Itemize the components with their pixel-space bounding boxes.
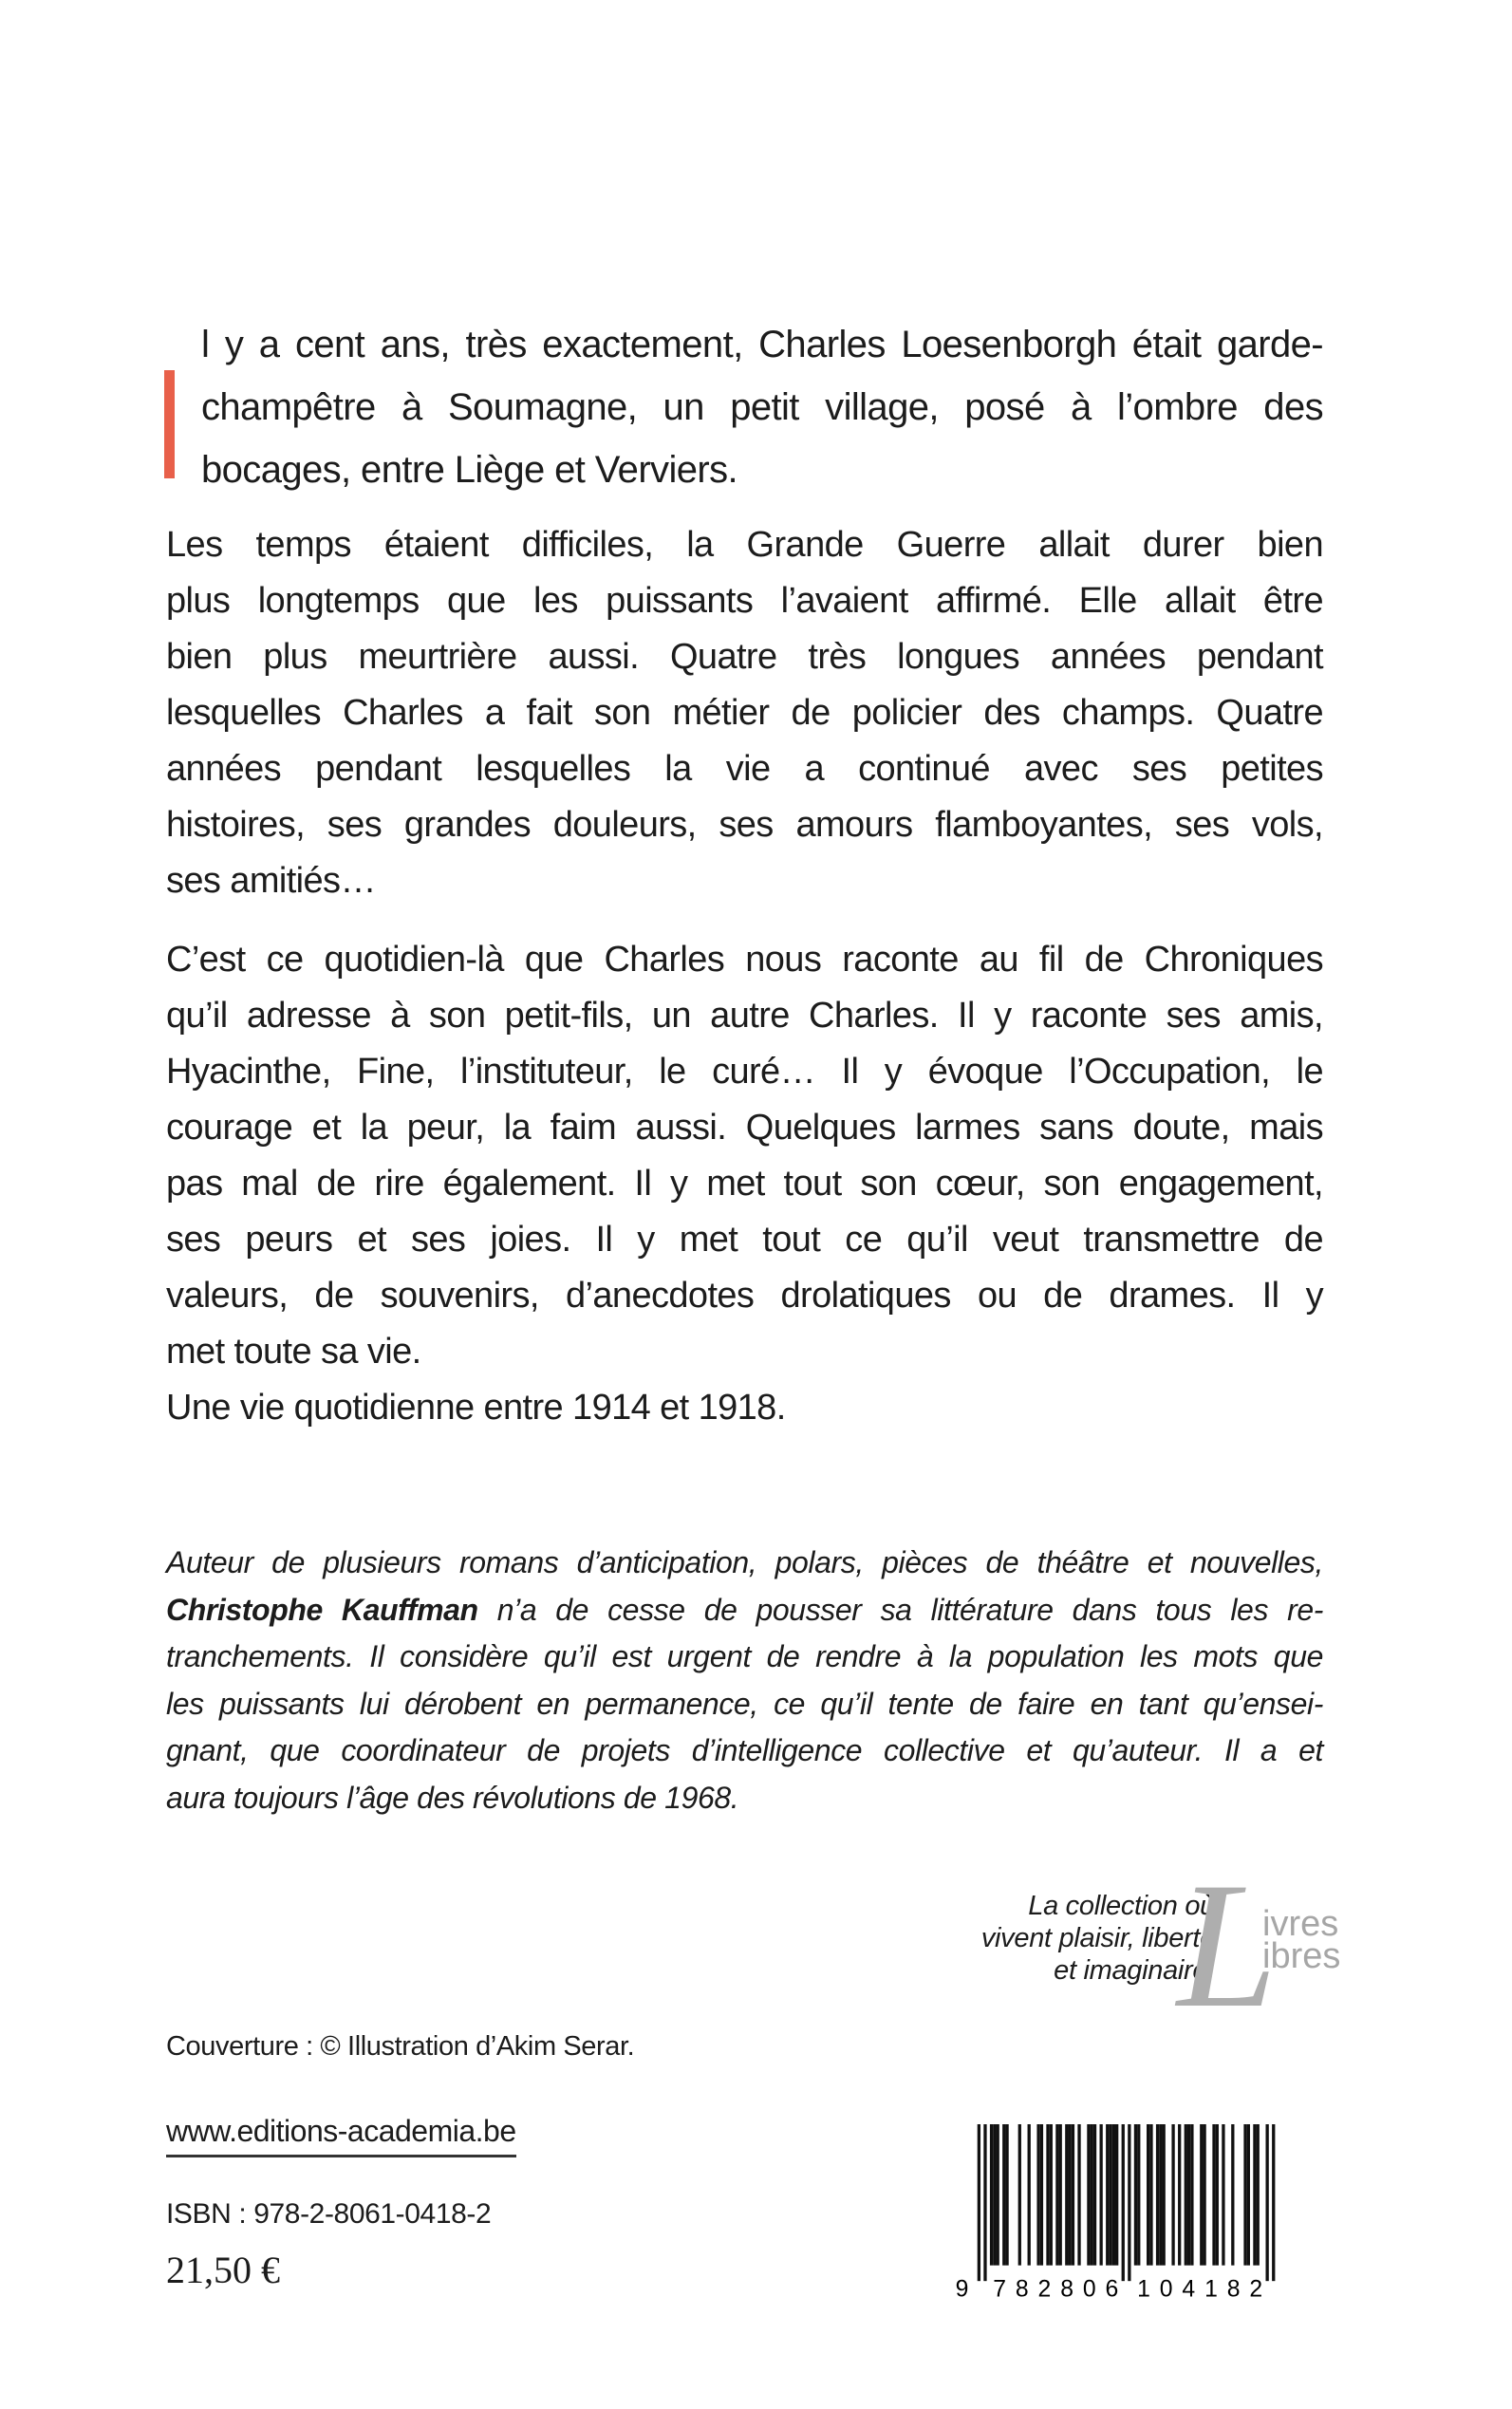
collection-logo	[940, 1846, 1341, 2045]
barcode-bar	[1171, 2124, 1174, 2266]
text-line: tranchements. Il considère qu’il est urgent de rendre à la population les mots que	[166, 1639, 1323, 1673]
text-line: qu’il adresse à son petit-fils, un autre Charles. Il y raconte ses amis,	[166, 996, 1323, 1036]
accent-bar	[164, 370, 175, 478]
text-line: Une vie quotidienne entre 1914 et 1918.	[166, 1388, 786, 1428]
barcode-bar	[983, 2124, 986, 2281]
barcode-left-digits: 782806	[993, 2276, 1119, 2300]
barcode-bar	[1134, 2124, 1137, 2266]
barcode-bar	[1087, 2124, 1090, 2266]
barcode-bar	[1187, 2124, 1190, 2266]
barcode-bar	[1243, 2124, 1246, 2266]
barcode-first-digit: 9	[955, 2276, 969, 2300]
barcode-bar	[1055, 2124, 1058, 2266]
text-line: histoires, ses grandes douleurs, ses amours flamboyantes, ses vols,	[166, 805, 1323, 845]
text-line: lesquelles Charles a fait son métier de policier des champs. Quatre	[166, 693, 1323, 733]
text-line: bocages, entre Liège et Verviers.	[201, 449, 738, 491]
barcode-bar	[1137, 2124, 1140, 2266]
text-line: Les temps étaient difficiles, la Grande Guerre allait durer bien	[166, 525, 1323, 565]
text-line: C’est ce quotidien-là que Charles nous raconte au fil de Chroniques	[166, 940, 1323, 980]
isbn: ISBN : 978-2-8061-0418-2	[166, 2198, 492, 2230]
text-line: les puissants lui dérobent en permanence, ce qu’il tente de faire en tant qu’ensei-	[166, 1686, 1323, 1721]
barcode-bar	[1159, 2124, 1162, 2266]
barcode-bar	[1265, 2124, 1268, 2281]
tagline-line: et imaginaire.	[1054, 1955, 1215, 1986]
text-line: Hyacinthe, Fine, l’instituteur, le curé… Il y évoque l’Occupation, le	[166, 1052, 1323, 1092]
barcode-bar	[1093, 2124, 1096, 2266]
logo-wordmark	[1262, 1904, 1341, 1976]
barcode-bar	[1257, 2124, 1260, 2266]
text-line	[166, 1587, 1323, 1634]
text-line: Auteur de plusieurs romans d’anticipation, polars, pièces de théâtre et nouvelles,	[166, 1545, 1323, 1579]
barcode-bar	[1128, 2124, 1130, 2281]
text-line: ses peurs et ses joies. Il y met tout ce qu’il veut transmettre de	[166, 1220, 1323, 1260]
text-line: gnant, que coordinateur de projets d’intelligence collective et qu’auteur. Il a et	[166, 1733, 1323, 1767]
barcode-bar	[1106, 2124, 1109, 2266]
tagline-line: vivent plaisir, liberté	[980, 1923, 1215, 1953]
barcode-bar	[997, 2124, 999, 2266]
text-line: aura toujours l’âge des révolutions de 1968.	[166, 1780, 739, 1815]
barcode-bar	[1272, 2124, 1275, 2281]
barcode-bar	[1059, 2124, 1062, 2266]
barcode-bar	[993, 2124, 996, 2266]
barcode-bar	[1099, 2124, 1102, 2266]
barcode-bar	[1068, 2124, 1071, 2266]
author-name: Christophe Kauffman	[166, 1592, 478, 1627]
barcode	[949, 2124, 1281, 2300]
barcode-bar	[978, 2124, 980, 2281]
barcode-bar	[1156, 2124, 1159, 2266]
logo-word: ivres	[1262, 1904, 1339, 1944]
barcode-bar	[1046, 2124, 1049, 2266]
cover-credit: Couverture : © Illustration d’Akim Serar.	[166, 2031, 635, 2062]
logo-initial: L	[1177, 1846, 1278, 2045]
barcode-bar	[1222, 2124, 1224, 2266]
text-line: l y a cent ans, très exactement, Charles Loesenborgh était garde-	[201, 324, 1323, 365]
barcode-bar	[1200, 2124, 1203, 2266]
barcode-bar	[990, 2124, 993, 2266]
barcode-bar	[1091, 2124, 1093, 2266]
text-fragment: n’a de cesse de pousser sa littérature dans tous les re-	[477, 1592, 1323, 1627]
barcode-bar	[1109, 2124, 1111, 2266]
barcode-bar	[1247, 2124, 1250, 2266]
barcode-bar	[1178, 2124, 1181, 2266]
text-line: courage et la peur, la faim aussi. Quelques larmes sans doute, mais	[166, 1108, 1323, 1148]
text-line: met toute sa vie.	[166, 1332, 421, 1372]
text-line: champêtre à Soumagne, un petit village, posé à l’ombre des	[201, 386, 1323, 428]
barcode-bar	[1212, 2124, 1215, 2266]
text-line: bien plus meurtrière aussi. Quatre très longues années pendant	[166, 637, 1323, 677]
barcode-bar	[1050, 2124, 1053, 2266]
barcode-bar	[1005, 2124, 1008, 2266]
text-line: valeurs, de souvenirs, d’anecdotes drolatiques ou de drames. Il y	[166, 1276, 1323, 1316]
barcode-bar	[1231, 2124, 1234, 2266]
barcode-bar	[1147, 2124, 1149, 2266]
blurb-paragraph-1	[201, 313, 1323, 501]
barcode-bar	[1018, 2124, 1021, 2266]
barcode-bar	[1028, 2124, 1031, 2266]
barcode-bar	[1190, 2124, 1193, 2266]
barcode-bar	[1040, 2124, 1043, 2266]
barcode-bar	[1072, 2124, 1074, 2266]
barcode-bar	[1112, 2124, 1115, 2266]
barcode-bar	[1203, 2124, 1205, 2266]
barcode-bar	[1065, 2124, 1068, 2266]
text-line: années pendant lesquelles la vie a continué avec ses petites	[166, 749, 1323, 789]
text-line: pas mal de rire également. Il y met tout son cœur, son engagement,	[166, 1164, 1323, 1204]
text-line: ses amitiés…	[166, 861, 376, 901]
barcode-bar	[1216, 2124, 1219, 2266]
price: 21,50 €	[166, 2249, 280, 2291]
text-line: plus longtemps que les puissants l’avaient affirmé. Elle allait être	[166, 581, 1323, 621]
blurb-paragraph-2	[166, 517, 1323, 909]
barcode-bar	[1149, 2124, 1152, 2266]
barcode-bar	[1253, 2124, 1256, 2266]
tagline-line: La collection où	[1028, 1891, 1215, 1921]
blurb-paragraph-3	[166, 932, 1323, 1436]
barcode-bar	[1163, 2124, 1166, 2266]
barcode-right-digits: 104182	[1137, 2276, 1263, 2300]
barcode-bar	[1122, 2124, 1125, 2281]
barcode-bar	[1002, 2124, 1005, 2266]
logo-word: ibres	[1262, 1936, 1341, 1976]
barcode-bar	[1115, 2124, 1118, 2266]
author-bio	[166, 1540, 1323, 1821]
barcode-bar	[1185, 2124, 1187, 2266]
barcode-bar	[1077, 2124, 1080, 2266]
barcode-bar	[1036, 2124, 1039, 2266]
publisher-website-link[interactable]: www.editions-academia.be	[166, 2114, 516, 2157]
